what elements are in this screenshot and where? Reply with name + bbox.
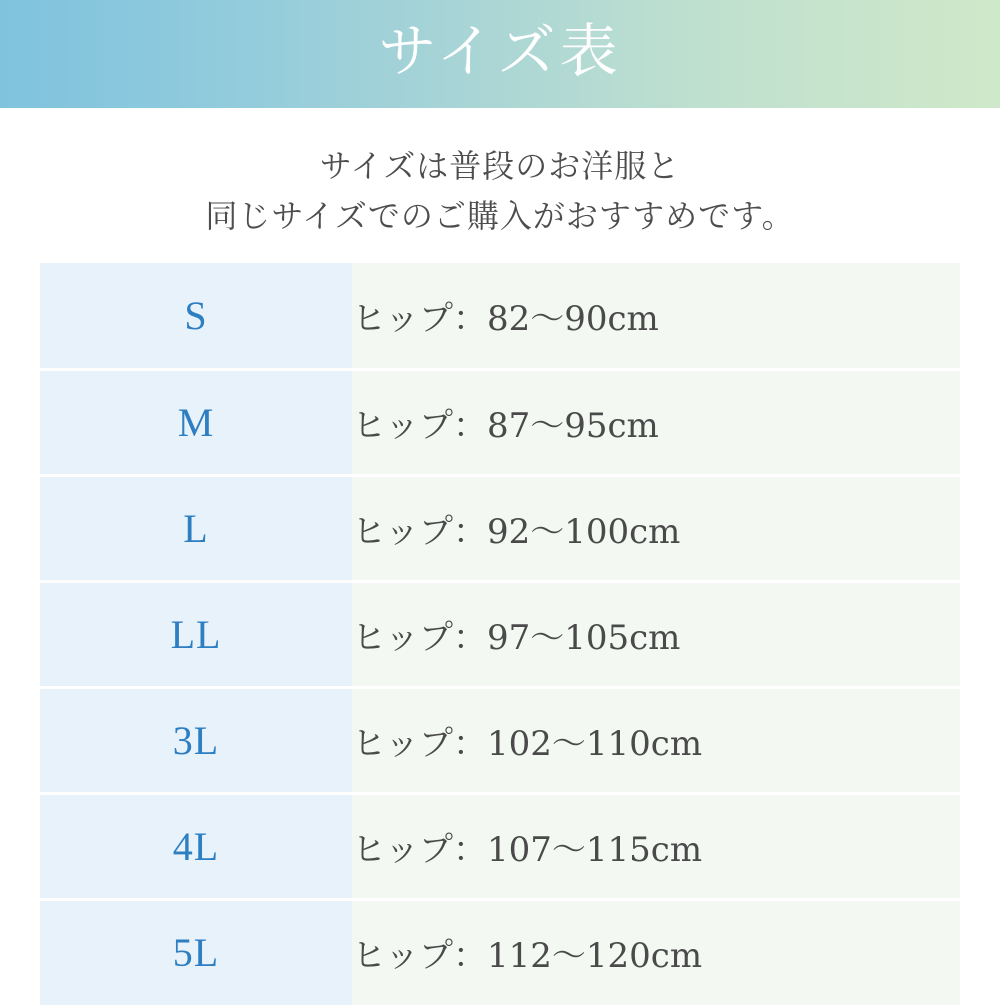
table-row	[40, 581, 960, 687]
size-label: 5L	[40, 899, 352, 1005]
size-label: 4L	[40, 793, 352, 899]
table-row	[40, 687, 960, 793]
subtitle-line-2: 同じサイズでのご購入がおすすめです。	[205, 196, 795, 235]
measurement-value: ヒップ：92〜100cm	[352, 475, 960, 581]
size-table	[40, 263, 960, 1005]
subtitle-line-1: サイズは普段のお洋服と	[319, 147, 681, 185]
size-label: LL	[40, 581, 352, 687]
measurement-value: ヒップ：107〜115cm	[352, 793, 960, 899]
measurement-value: ヒップ：97〜105cm	[352, 581, 960, 687]
header-banner	[0, 0, 1000, 108]
table-row	[40, 899, 960, 1005]
measurement-value: ヒップ：82〜90cm	[352, 263, 960, 369]
table-row	[40, 369, 960, 475]
table-row	[40, 475, 960, 581]
size-label: S	[40, 263, 352, 369]
page-title: サイズ表	[378, 17, 622, 85]
measurement-value: ヒップ：112〜120cm	[352, 899, 960, 1005]
size-label: L	[40, 475, 352, 581]
measurement-value: ヒップ：87〜95cm	[352, 369, 960, 475]
size-label: M	[40, 369, 352, 475]
measurement-value: ヒップ：102〜110cm	[352, 687, 960, 793]
subtitle-block	[0, 142, 1000, 241]
table-row	[40, 263, 960, 369]
table-row	[40, 793, 960, 899]
size-label: 3L	[40, 687, 352, 793]
